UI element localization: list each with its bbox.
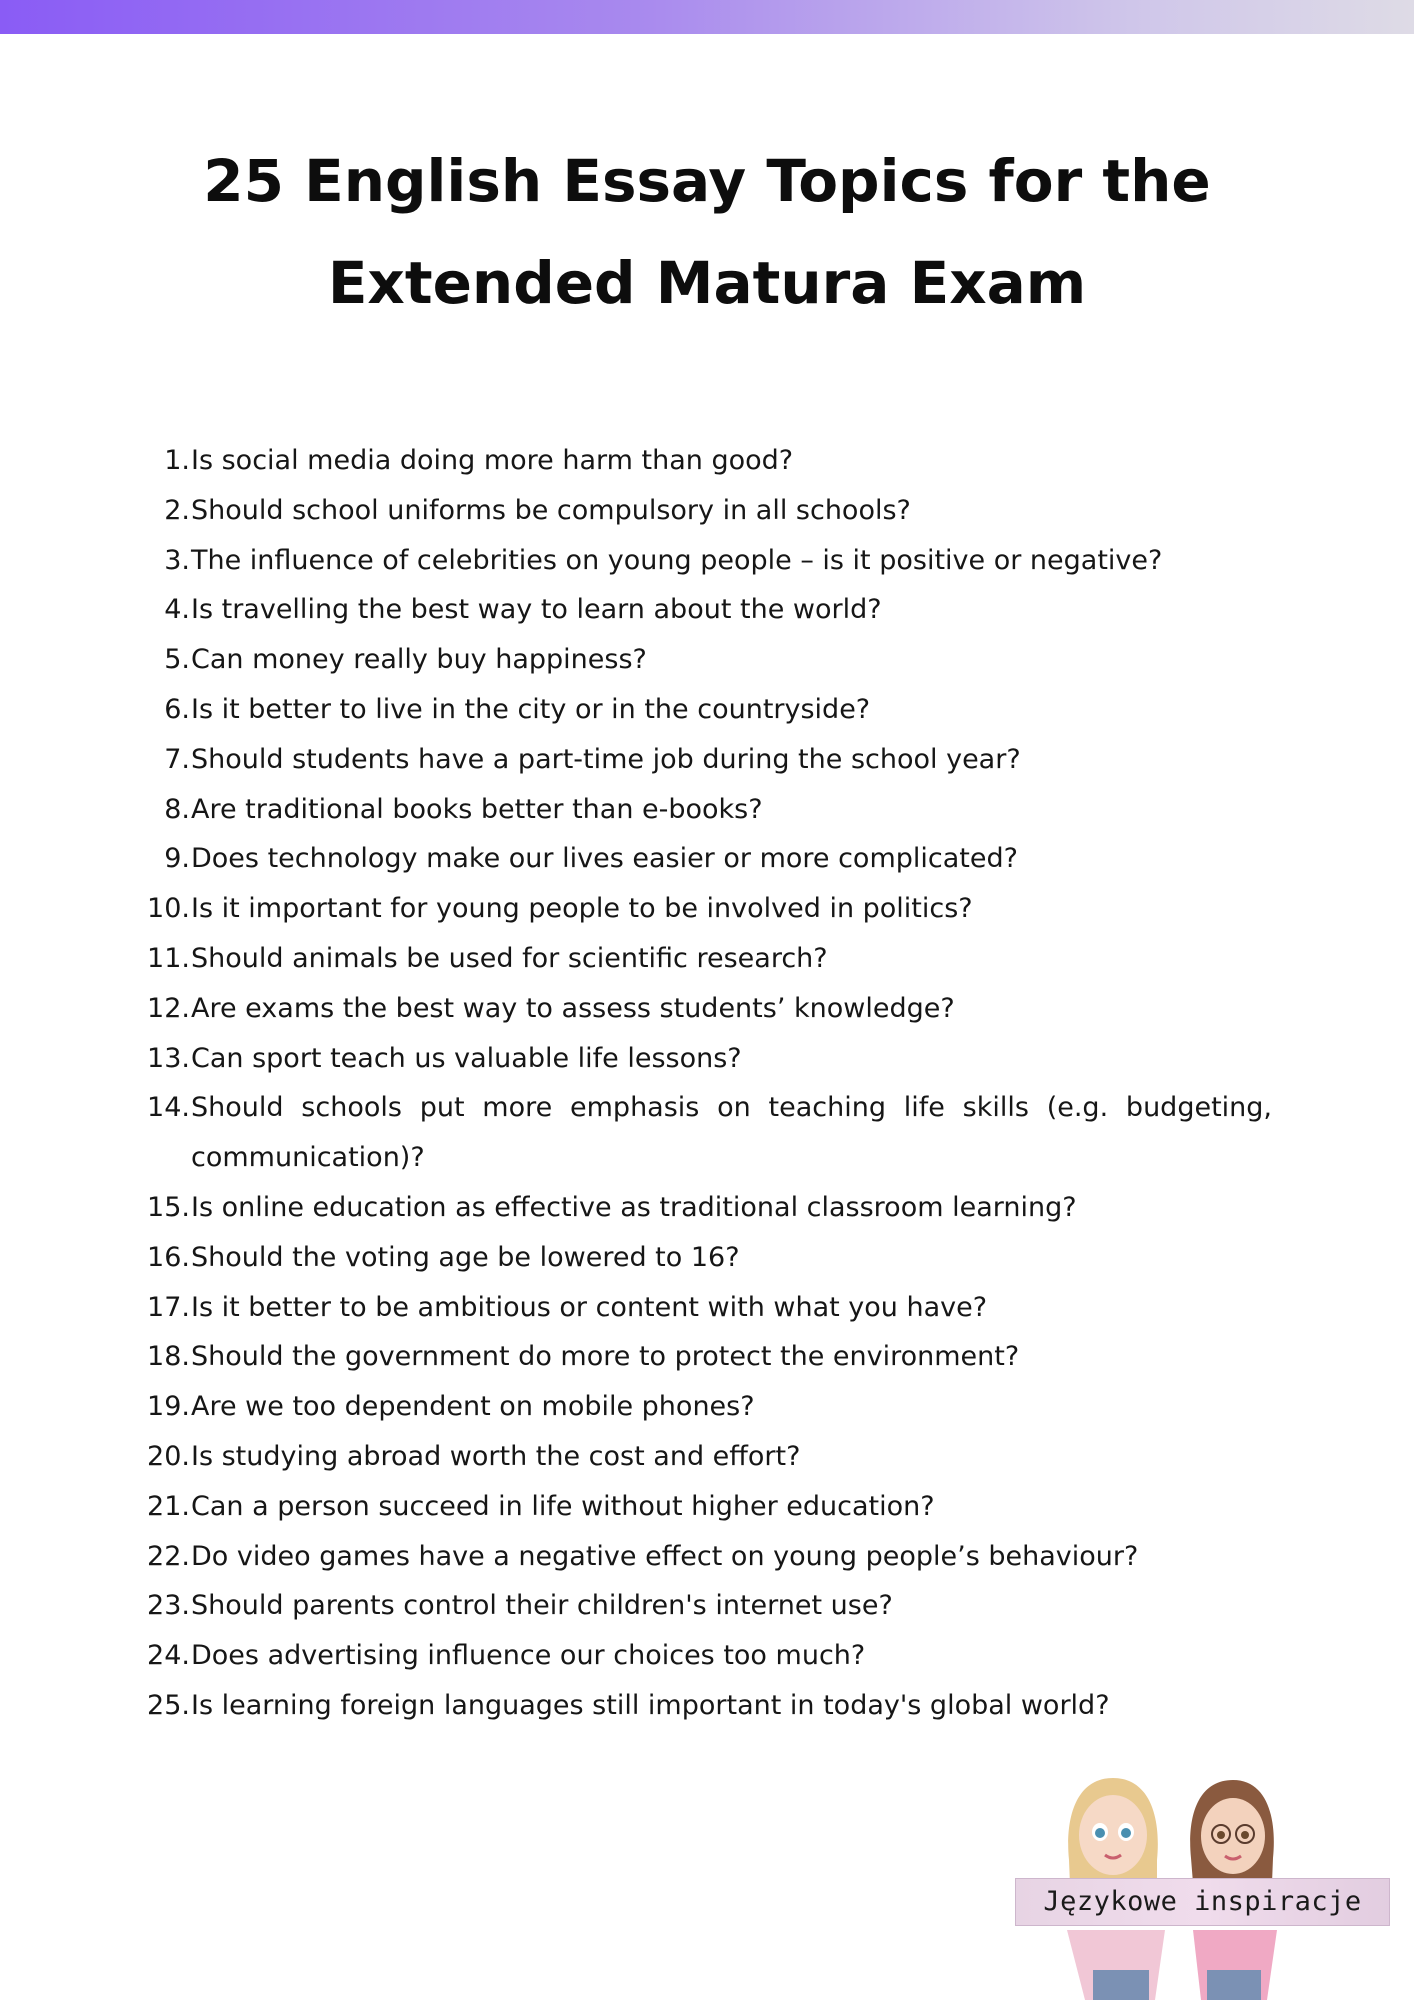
topic-item <box>140 436 1272 486</box>
topic-text: Is studying abroad worth the cost and effort? <box>191 1440 801 1472</box>
topic-number: 15. <box>147 1191 190 1223</box>
topic-item <box>140 635 1272 685</box>
topic-number: 9. <box>164 843 190 875</box>
page-title-line-2: Extended Matura Exam <box>327 249 1087 317</box>
topic-text: Should the government do more to protect the environment? <box>191 1341 1020 1373</box>
topic-number: 6. <box>164 693 190 725</box>
top-accent-bar <box>0 0 1414 34</box>
topic-text: Is travelling the best way to learn about the world? <box>191 594 882 626</box>
topic-text: Can money really buy happiness? <box>191 644 647 676</box>
topic-item <box>140 1581 1272 1631</box>
topic-number: 11. <box>147 942 190 974</box>
topic-text: Do video games have a negative effect on young people’s behaviour? <box>191 1540 1139 1572</box>
topic-item <box>140 1283 1272 1333</box>
topic-text: Can sport teach us valuable life lessons? <box>191 1042 742 1074</box>
topic-text: Should school uniforms be compulsory in all schools? <box>191 494 911 526</box>
topic-number: 18. <box>147 1341 190 1373</box>
topic-item <box>140 585 1272 635</box>
topic-item <box>140 1631 1272 1681</box>
topic-text: Should students have a part-time job during the school year? <box>191 743 1021 775</box>
topic-item <box>140 685 1272 735</box>
topic-number: 14. <box>147 1092 190 1124</box>
topic-item <box>140 884 1272 934</box>
topic-text: Should schools put more emphasis on teaching life skills (e.g. budgeting, communication)? <box>191 1092 1272 1174</box>
topic-item <box>140 785 1272 835</box>
topic-item <box>140 834 1272 884</box>
topic-text: Should the voting age be lowered to 16? <box>191 1241 740 1273</box>
topic-number: 3. <box>164 544 190 576</box>
topic-text: Is learning foreign languages still important in today's global world? <box>191 1689 1110 1721</box>
topic-number: 5. <box>164 644 190 676</box>
topic-item <box>140 1681 1272 1731</box>
topic-number: 23. <box>147 1590 190 1622</box>
topic-item <box>140 1083 1272 1183</box>
topic-number: 7. <box>164 743 190 775</box>
topic-number: 13. <box>147 1042 190 1074</box>
topic-text: Are exams the best way to assess students’ knowledge? <box>191 992 955 1024</box>
topic-item <box>140 1332 1272 1382</box>
topic-item <box>140 1034 1272 1084</box>
topic-text: Is it better to be ambitious or content with what you have? <box>191 1291 988 1323</box>
topic-text: Are we too dependent on mobile phones? <box>191 1391 755 1423</box>
topic-number: 20. <box>147 1440 190 1472</box>
topic-number: 12. <box>147 992 190 1024</box>
topic-number: 17. <box>147 1291 190 1323</box>
essay-topics-list <box>140 436 1272 1731</box>
topic-item <box>140 934 1272 984</box>
page-title <box>0 130 1414 334</box>
topic-number: 24. <box>147 1640 190 1672</box>
topic-text: Should parents control their children's internet use? <box>191 1590 893 1622</box>
topic-item <box>140 1183 1272 1233</box>
topic-item <box>140 486 1272 536</box>
topic-text: Is it better to live in the city or in the countryside? <box>191 693 871 725</box>
topic-item <box>140 984 1272 1034</box>
topic-number: 4. <box>164 594 190 626</box>
topic-text: The influence of celebrities on young people – is it positive or negative? <box>191 544 1163 576</box>
topic-number: 22. <box>147 1540 190 1572</box>
topic-text: Does advertising influence our choices too much? <box>191 1640 866 1672</box>
topic-number: 16. <box>147 1241 190 1273</box>
topic-text: Is it important for young people to be involved in politics? <box>191 893 973 925</box>
topic-item <box>140 1233 1272 1283</box>
topic-number: 21. <box>147 1490 190 1522</box>
topic-number: 2. <box>164 494 190 526</box>
topic-number: 19. <box>147 1391 190 1423</box>
topic-number: 1. <box>164 445 190 476</box>
topic-item <box>140 1532 1272 1582</box>
page-title-line-1: 25 English Essay Topics for the <box>203 147 1211 215</box>
topic-text: Should animals be used for scientific research? <box>191 942 828 974</box>
brand-label: Językowe inspiracje <box>1015 1878 1390 1926</box>
topic-item <box>140 1482 1272 1532</box>
topic-text: Is social media doing more harm than good? <box>191 445 794 476</box>
topic-text: Does technology make our lives easier or more complicated? <box>191 843 1018 875</box>
topic-text: Can a person succeed in life without higher education? <box>191 1490 935 1522</box>
brand-logo <box>1005 1760 1414 2000</box>
topic-item <box>140 1432 1272 1482</box>
topic-text: Is online education as effective as traditional classroom learning? <box>191 1191 1077 1223</box>
topic-text: Are traditional books better than e-books? <box>191 793 763 825</box>
topic-number: 10. <box>147 893 190 925</box>
topic-item <box>140 536 1272 586</box>
topic-item <box>140 735 1272 785</box>
topic-item <box>140 1382 1272 1432</box>
topic-number: 8. <box>164 793 190 825</box>
topic-number: 25. <box>147 1689 190 1721</box>
